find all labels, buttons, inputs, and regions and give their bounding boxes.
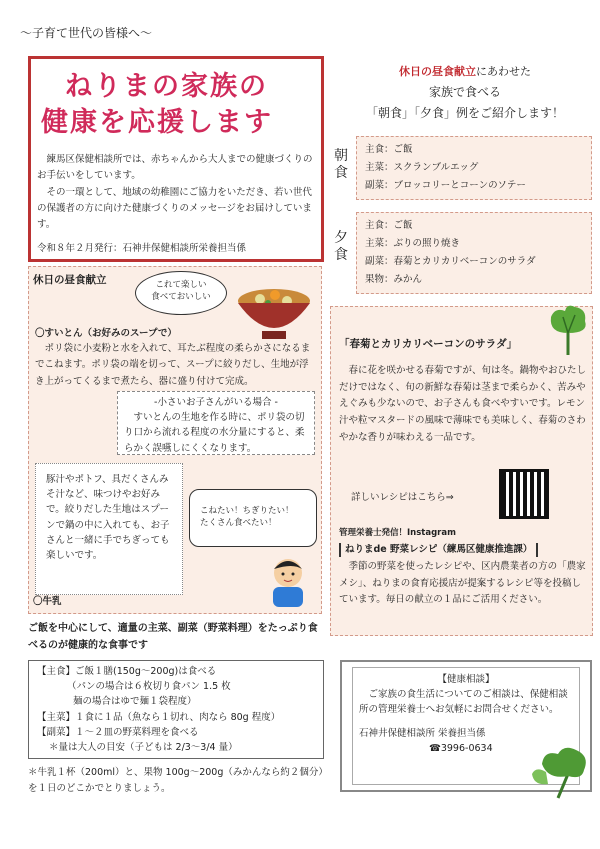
- dinner-item: 主菜：ぶりの照り焼き: [365, 238, 461, 250]
- recipe-link-text[interactable]: 詳しいレシピはこちら⇒: [351, 492, 454, 503]
- right-heading: [330, 62, 600, 125]
- guide-footnote: ＊牛乳１杯（200ml）と、果物 100g～200g（みかんなら約２個分）を１日のどこかでとりましょう。: [28, 767, 324, 795]
- insta-description: 季節の野菜を使ったレシピや、区内農業者の方の「農家メシ」、ねりまの食育応援店が提案するレシピ等を投稿しています。毎日の献立の１品にご活用ください。: [339, 561, 586, 606]
- title-line-2: 健康を応援します: [41, 107, 273, 138]
- guide-rules: [28, 660, 324, 759]
- suiton-instructions: ポリ袋に小麦粉と水を入れて、耳たぶ程度の柔らかさになるまでこねます。ポリ袋の端を切って、スープに絞りだし、生地が浮き上がってくるまで煮たら、器に盛り付けて完成。: [35, 343, 311, 387]
- healthy-meal-guide: [28, 620, 324, 797]
- child-icon: [263, 555, 313, 607]
- dinner-item: 果物：みかん: [365, 274, 423, 286]
- heading-accent: 休日の昼食献立: [399, 65, 476, 78]
- consultation-office: 石神井保健相談所 栄養担当係: [359, 727, 486, 739]
- consultation-phone[interactable]: ☎3996-0634: [429, 742, 493, 754]
- speech-bubble-1: これて楽しい 食べておいしい: [135, 271, 227, 315]
- suiton-title: 〇すいとん（お好みのスープで）: [35, 328, 177, 339]
- title-line-1: ねりまの家族の: [65, 71, 268, 102]
- dinner-item: 副菜：春菊とカリカリベーコンのサラダ: [365, 256, 536, 268]
- title-box: [28, 56, 324, 262]
- rule-line: 麺の場合はゆで麺１袋程度）: [73, 696, 197, 708]
- dinner-item: 主食：ご飯: [365, 220, 413, 231]
- breakfast-item: 副菜：ブロッコリーとコーンのソテー: [365, 180, 526, 192]
- suiton-tip-card: [35, 463, 183, 595]
- milk-item: 〇牛乳: [33, 596, 62, 607]
- recipe-description: 春に花を咲かせる春菊ですが、旬は冬。鍋物やおひたしだけではなく、旬の新鮮な春菊は茎まで柔らかく、苦みやえぐみも少ないので、お子さんも食べやすいです。レモン汁や粒マスタードの風味で薄味でも美味しく、春菊のさわやかな香りが味わえる一品です。: [339, 365, 587, 443]
- dinner-menu: [356, 212, 592, 294]
- note-title: -小さいお子さんがいる場合 -: [154, 397, 278, 408]
- lunch-section: [28, 266, 322, 614]
- rule-line: 【主菜】１食に１品（魚なら１切れ、肉なら 80g 程度）: [37, 711, 281, 723]
- lunch-heading: 休日の昼食献立: [33, 274, 107, 286]
- publish-info: 令和８年２月発行：石神井保健相談所栄養担当係: [37, 243, 247, 254]
- intro-paragraph-2: その一環として、地域の幼稚園にご協力をいただき、若い世代の保護者の方に向けた健康づくりのメッセージをお届けしています。: [37, 186, 312, 231]
- heading-line-2: 家族で食べる: [428, 84, 501, 99]
- intro-text: [37, 152, 319, 234]
- insta-label: 管理栄養士発信！Instagram: [339, 528, 456, 538]
- heading-rest: にあわせた: [476, 65, 531, 78]
- qr-code-icon[interactable]: [499, 469, 549, 519]
- recipe-section: [330, 306, 593, 636]
- suiton-bowl-icon: [235, 283, 313, 343]
- rule-line: 【主食】ご飯１膳(150g～200g)は食べる: [37, 666, 217, 677]
- rule-line: 【副菜】１～２皿の野菜料理を食べる: [37, 726, 199, 738]
- breakfast-menu: [356, 136, 592, 200]
- shungiku-icon: [543, 303, 593, 357]
- speech-bubble-2: こねたい！ちぎりたい！ たくさん食べたい！: [189, 489, 317, 547]
- consultation-title: 【健康相談】: [437, 674, 495, 685]
- greeting: ～子育て世代の皆様へ～: [20, 26, 153, 40]
- guide-lead: ご飯を中心にして、適量の主菜、副菜（野菜料理）をたっぷり食べるのが健康的な食事です: [28, 623, 318, 651]
- small-child-note: [117, 391, 315, 455]
- recipe-title: 「春菊とカリカリベーコンのサラダ」: [339, 338, 518, 350]
- breakfast-label: 朝食: [334, 148, 348, 181]
- rule-line: （パンの場合は６枚切り食パン 1.5 枚: [67, 681, 231, 693]
- rule-line: ＊量は大人の目安（子どもは 2/3～3/4 量）: [49, 741, 238, 753]
- intro-paragraph-1: 練馬区保健相談所では、赤ちゃんから大人までの健康づくりのお手伝いをしています。: [37, 154, 313, 182]
- insta-account-name[interactable]: ねりまde 野菜レシピ（練馬区健康推進課）: [339, 543, 538, 557]
- vegetable-icon: [528, 744, 594, 800]
- breakfast-item: 主菜：スクランブルエッグ: [365, 162, 479, 174]
- heading-line-3: 「朝食」「夕食」例をご紹介します！: [365, 106, 564, 121]
- note-body: すいとんの生地を作る時に、ポリ袋の切り口から流れる程度の水分量にすると、柔らかく誤嚥しにくくなります。: [124, 412, 305, 454]
- breakfast-item: 主食：ご飯: [365, 144, 413, 155]
- dinner-label: 夕食: [334, 230, 348, 263]
- tip-body: 豚汁やポトフ、具だくさんみそ汁など、味つけやお好みで。絞りだした生地はスプーンで鍋の中に入れても、お子さんと一緒に手でちぎっても楽しいです。: [46, 474, 170, 561]
- consultation-body: ご家族の食生活についてのご相談は、保健相談所の管理栄養士へお気軽にお問合せください。: [359, 689, 568, 716]
